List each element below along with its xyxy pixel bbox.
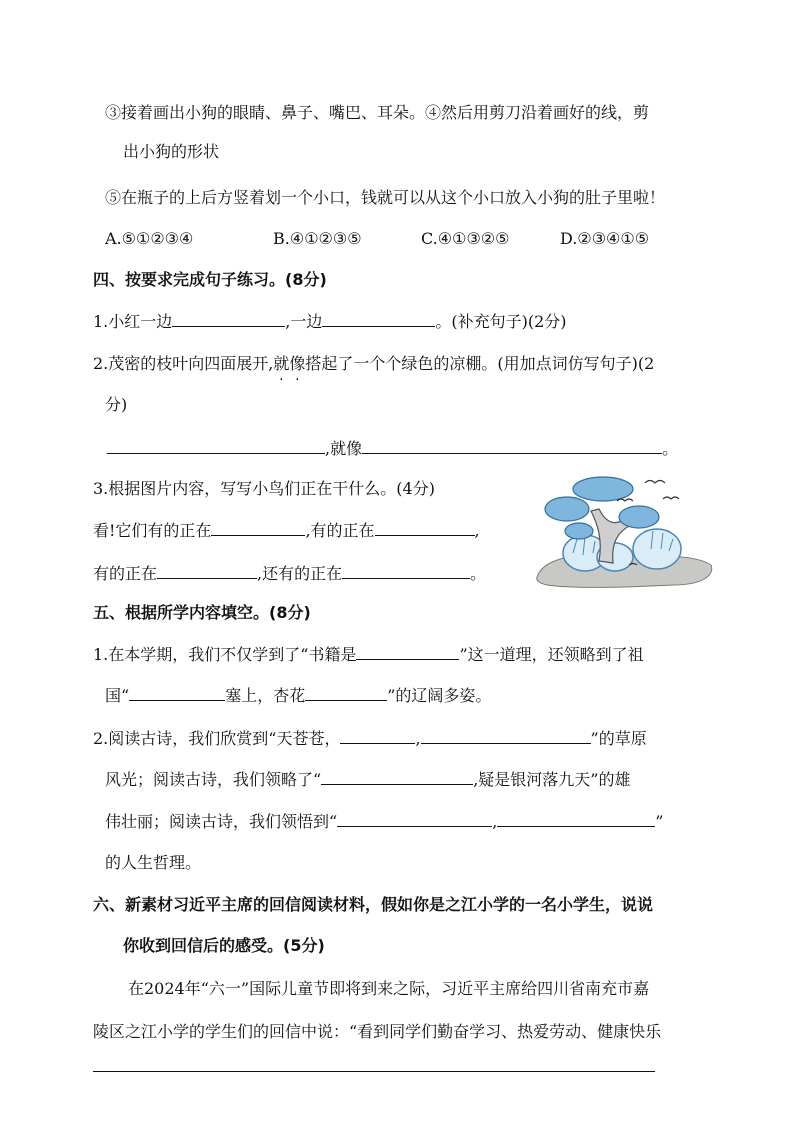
sec5-q1-line1 bbox=[93, 642, 644, 667]
sec5-q2-blank-4[interactable] bbox=[337, 809, 492, 827]
sec5-q2-blank-1[interactable] bbox=[340, 726, 415, 744]
sec6-paragraph-line1: 在2024年“六一”国际儿童节即将到来之际，习近平主席给四川省南充市嘉 bbox=[128, 979, 650, 998]
sec4-q1-mid: ,一边 bbox=[285, 312, 323, 331]
section-5-title: 五、根据所学内容填空。(8分) bbox=[93, 603, 311, 622]
canopy-top bbox=[573, 477, 633, 501]
canopy-right bbox=[619, 506, 659, 528]
sec4-q2-fill-end: 。 bbox=[662, 439, 679, 458]
sec5-q1-l2-b: 塞上，杏花 bbox=[225, 686, 306, 705]
bottom-divider bbox=[93, 1071, 655, 1072]
sec4-q2-continuation: 分) bbox=[105, 395, 128, 414]
sec4-q3-l2-b: ,还有的正在 bbox=[257, 564, 343, 583]
section-6-title-line2: 你收到回信后的感受。(5分) bbox=[123, 936, 325, 955]
sec4-q3-l1-c: , bbox=[474, 521, 480, 540]
sec5-q1-l1-b: ”这一道理，还领略到了祖 bbox=[459, 645, 644, 664]
sec4-q2-fill bbox=[107, 436, 678, 461]
q3-item5: ⑤在瓶子的上后方竖着划一个小口，钱就可以从这个小口放入小狗的肚子里啦！ bbox=[105, 188, 666, 207]
sec5-q2-blank-3[interactable] bbox=[321, 767, 473, 785]
tree-birds-illustration bbox=[533, 469, 715, 591]
sec5-q2-l3-c: ” bbox=[655, 812, 664, 831]
bird-3 bbox=[617, 499, 633, 501]
sec5-q1-blank-2[interactable] bbox=[129, 683, 225, 701]
bush-right bbox=[633, 529, 681, 569]
sec5-q2-blank-5[interactable] bbox=[497, 809, 655, 827]
sec4-q3-line2 bbox=[93, 561, 486, 586]
option-a[interactable]: A.⑤①②③④ bbox=[105, 229, 194, 248]
sec4-q1-blank-2[interactable] bbox=[322, 309, 435, 327]
dotted-word-jiu: 就 bbox=[273, 354, 290, 373]
sec5-q2-l2-a: 风光；阅读古诗，我们领略了“ bbox=[105, 770, 322, 789]
sec4-q2-blank-1[interactable] bbox=[107, 436, 325, 454]
sec5-q1-l1-a: 1.在本学期，我们不仅学到了“书籍是 bbox=[93, 645, 357, 664]
sec5-q2-line4: 的人生哲理。 bbox=[105, 853, 202, 872]
sec5-q2-blank-2[interactable] bbox=[421, 726, 591, 744]
sec5-q2-l1-a: 2.阅读古诗，我们欣赏到“天苍苍， bbox=[93, 729, 341, 748]
q3-item3-continuation: 出小狗的形状 bbox=[123, 142, 220, 161]
section-4-title: 四、按要求完成句子练习。(8分) bbox=[93, 270, 327, 289]
section-6-title-line1: 六、新素材习近平主席的回信阅读材料，假如你是之江小学的一名小学生，说说 bbox=[93, 895, 654, 914]
sec5-q1-l2-c: ”的辽阔多姿。 bbox=[387, 686, 492, 705]
sec5-q2-l1-b: , bbox=[415, 729, 421, 748]
sec5-q2-l3-a: 伟壮丽；阅读古诗，我们领悟到“ bbox=[105, 812, 338, 831]
sec6-paragraph-line2: 陵区之江小学的学生们的回信中说：“看到同学们勤奋学习、热爱劳动、健康快乐 bbox=[93, 1022, 662, 1041]
q3-item3: ③接着画出小狗的眼睛、鼻子、嘴巴、耳朵。④然后用剪刀沿着画好的线，剪 bbox=[105, 103, 650, 122]
sec4-q3-l1-a: 看!它们有的正在 bbox=[93, 521, 212, 540]
sec5-q2-l1-c: ”的草原 bbox=[590, 729, 647, 748]
sec5-q1-l2-a: 国“ bbox=[105, 686, 130, 705]
sec4-q3-blank-4[interactable] bbox=[342, 561, 470, 579]
dotted-word-xiang: 像 bbox=[289, 354, 306, 373]
sec5-q1-line2 bbox=[105, 683, 491, 708]
sec4-q3-blank-1[interactable] bbox=[211, 518, 305, 536]
sec5-q2-l3-b: , bbox=[492, 812, 498, 831]
sec5-q2-line2 bbox=[105, 767, 630, 792]
sec4-q2 bbox=[93, 352, 654, 376]
sec4-q1-suffix: 。(补充句子)(2分) bbox=[435, 312, 567, 331]
sec4-q1-prefix: 1.小红一边 bbox=[93, 312, 173, 331]
sec4-q3-l2-a: 有的正在 bbox=[93, 564, 158, 583]
sec4-q3-l2-c: 。 bbox=[470, 564, 487, 583]
option-c[interactable]: C.④①③②⑤ bbox=[421, 229, 510, 248]
sec5-q2-line3 bbox=[105, 809, 663, 834]
sec4-q3-blank-2[interactable] bbox=[375, 518, 475, 536]
sec4-q2-text-b: 搭起了一个个绿色的凉棚。(用加点词仿写句子)(2 bbox=[305, 354, 655, 373]
sec4-q2-text-a: 2.茂密的枝叶向四面展开, bbox=[93, 354, 274, 373]
sec5-q2-line1 bbox=[93, 726, 647, 751]
sec4-q3-title: 3.根据图片内容，写写小鸟们正在干什么。(4分) bbox=[93, 479, 435, 498]
q3-options bbox=[105, 227, 705, 251]
sec4-q3-blank-3[interactable] bbox=[157, 561, 257, 579]
sec4-q1-blank-1[interactable] bbox=[172, 309, 285, 327]
tree-birds-drawing bbox=[533, 469, 715, 591]
option-b[interactable]: B.④①②③⑤ bbox=[273, 229, 362, 248]
sec4-q3-line1 bbox=[93, 518, 480, 543]
sec4-q2-fill-mid: ,就像 bbox=[325, 439, 363, 458]
sec5-q2-l2-b: ,疑是银河落九天”的雄 bbox=[473, 770, 631, 789]
sec5-q1-blank-1[interactable] bbox=[356, 642, 459, 660]
sec4-q2-blank-2[interactable] bbox=[362, 436, 662, 454]
option-d[interactable]: D.②③④①⑤ bbox=[560, 229, 650, 248]
sec4-q3-l1-b: ,有的正在 bbox=[305, 521, 375, 540]
sec4-q1 bbox=[93, 309, 567, 334]
bird-1 bbox=[645, 481, 665, 484]
bird-2 bbox=[663, 497, 679, 499]
canopy-left bbox=[545, 497, 589, 521]
canopy-small bbox=[565, 523, 593, 539]
sec5-q1-blank-3[interactable] bbox=[305, 683, 387, 701]
